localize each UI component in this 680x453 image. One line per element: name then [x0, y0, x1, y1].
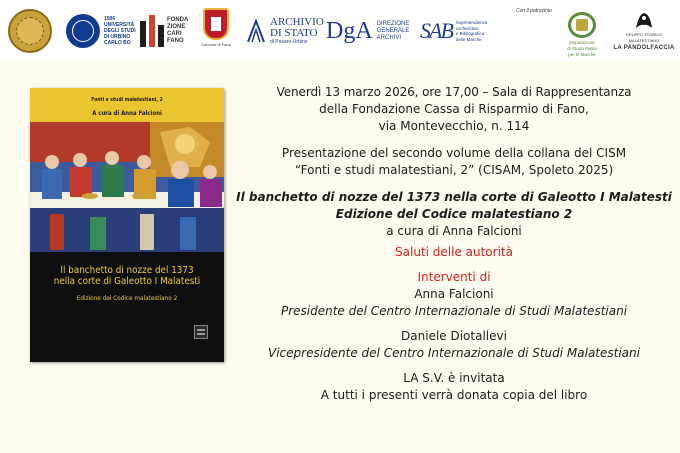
book-editor: a cura di Anna Falcioni [386, 224, 522, 238]
saluti-heading: Saluti delle autorità [395, 245, 513, 259]
deputazione-storia-patria-logo: Deputazione di Storia Patria per le Marche [554, 12, 610, 58]
speaker1-name: Anna Falcioni [414, 287, 494, 301]
event-venue-line2: della Fondazione Cassa di Risparmio di Fano, [319, 102, 589, 116]
event-date-venue: Venerdì 13 marzo 2026, ore 17,00 – Sala di Rappresentanza [276, 85, 632, 99]
speaker1-role: Presidente del Centro Internazionale di Studi Malatestiani [280, 304, 628, 318]
patrocinio-label: Con il patrocinio [516, 8, 552, 14]
fondazione-carifano-logo: FONDA ZIONE CARI FANO [140, 8, 196, 54]
gift-note: A tutti i presenti verrà donata copia del libro [320, 388, 588, 402]
cover-miniature-illustration [30, 122, 224, 252]
publisher-mark-icon [194, 325, 208, 339]
dga-logo: DgA DIREZIONE GENERALE ARCHIVI [326, 17, 410, 44]
cism-seal-logo [8, 8, 54, 54]
book-title: Il banchetto di nozze del 1373 nella corte di Galeotto I Malatesti [236, 190, 672, 204]
cover-series-label: Fonti e studi malatestiani, 2 [91, 97, 163, 103]
speaker2-name: Daniele Diotallevi [401, 329, 507, 343]
comune-fano-logo: Comune di Fano [198, 8, 234, 54]
cover-book-title: Il banchetto di nozze del 1373 nella corte di Galeotto I Malatesti [53, 265, 201, 287]
book-subtitle: Edizione del Codice malatestiano 2 [335, 207, 573, 221]
cover-editor-label: A cura di Anna Falcioni [92, 110, 162, 117]
archivio-stato-logo: ARCHIVIO DI STATO di Pesaro-Urbino [246, 8, 324, 54]
partner-logos-bar [0, 0, 680, 62]
presentation-line2: “Fonti e studi malatestiani, 2” (CISAM, Spoleto 2025) [294, 163, 614, 177]
speaker2-role: Vicepresidente del Centro Internazionale di Studi Malatestiani [268, 346, 640, 360]
pandolfaccia-logo: GRUPPO STORICO MALATESTIANO LA PANDOLFACCIA [612, 10, 676, 56]
interventi-heading: Interventi di [417, 270, 491, 284]
event-address: via Montevecchio, n. 114 [378, 119, 530, 133]
book-cover [30, 88, 224, 362]
invitation-line: LA S.V. è invitata [403, 371, 505, 385]
cover-book-subtitle: Edizione del Codice malatestiano 2 [76, 294, 178, 302]
uniurb-logo: 1506 UNIVERSITÀ DEGLI STUDI DI URBINO CARLO BO [66, 8, 144, 54]
sab-marche-logo: SAB Soprintendenza Archivistica e Bibliografica delle Marche [420, 18, 488, 43]
presentation-line1: Presentazione del secondo volume della collana del CISM [281, 146, 627, 160]
invitation-text [236, 84, 672, 404]
